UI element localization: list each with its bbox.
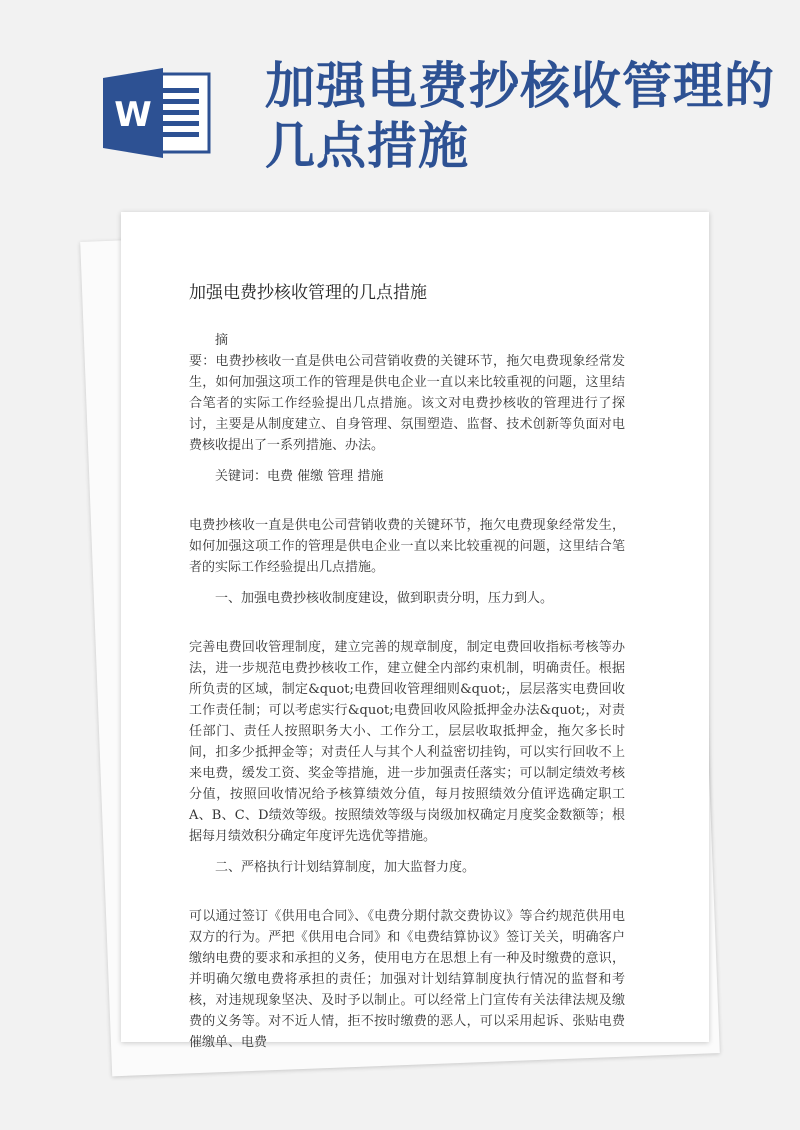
- abstract-text: 要：电费抄核收一直是供电公司营销收费的关键环节，拖欠电费现象经常发生，如何加强这项工作的管理是供电企业一直以来比较重视的问题，这里结合笔者的实际工作经验提出几点措施。该文对电费抄核收的管理进行了探讨，主要是从制度建立、自身管理、氛围塑造、监督、技术创新等负面对电费核收提出了一系列措施、办法。: [189, 354, 625, 453]
- keywords: 关键词：电费 催缴 管理 措施: [215, 469, 384, 484]
- document-body: [189, 280, 625, 1053]
- document-page: [121, 212, 709, 1050]
- section-1-heading: 一、加强电费抄核收制度建设，做到职责分明，压力到人。: [215, 591, 554, 606]
- svg-text:W: W: [114, 95, 152, 135]
- section-2-body: 可以通过签订《供用电合同》、《电费分期付款交费协议》等合约规范供用电双方的行为。严把《供用电合同》和《电费结算协议》签订关关，明确客户缴纳电费的要求和承担的义务，使用电方在思想上有一种及时缴费的意识，并明确欠缴电费将承担的责任；加强对计划结算制度执行情况的监督和考核，对违规现象坚决、及时予以制止。可以经常上门宣传有关法律法规及缴费的义务等。对不近人情，拒不按时缴费的恶人，可以采用起诉、张贴电费催缴单、电费: [189, 909, 625, 1050]
- document-title: 加强电费抄核收管理的几点措施: [189, 283, 427, 303]
- page-title: 加强电费抄核收管理的几点措施: [265, 57, 775, 175]
- section-1-body: 完善电费回收管理制度，建立完善的规章制度，制定电费回收指标考核等办法，进一步规范电费抄核收工作，建立健全内部约束机制，明确责任。根据所负责的区域，制定&quot;电费回收管理细则&quot;，层层落实电费回收工作责任制；可以考虑实行&quot;电费回收风险抵押金办法&quot;，对责任部门、责任人按照职务大小、工作分工，层层收取抵押金，拖欠多长时间，扣多少抵押金等；对责任人与其个人利益密切挂钩，可以实行回收不上来电费，缓发工资、奖金等措施，进一步加强责任落实；可以制定绩效考核分值，按照回收情况给予核算绩效分值，每月按照绩效分值评选确定职工A、B、C、D绩效等级。按照绩效等级与岗级加权确定月度奖金数额等；根据每月绩效积分确定年度评先选优等措施。: [189, 640, 625, 844]
- word-document-icon: [103, 68, 215, 158]
- section-2-heading: 二、严格执行计划结算制度，加大监督力度。: [215, 860, 476, 875]
- intro-paragraph: 电费抄核收一直是供电公司营销收费的关键环节，拖欠电费现象经常发生，如何加强这项工作的管理是供电企业一直以来比较重视的问题，这里结合笔者的实际工作经验提出几点措施。: [189, 518, 625, 575]
- page-header: [0, 0, 800, 200]
- abstract-label: 摘: [215, 333, 229, 348]
